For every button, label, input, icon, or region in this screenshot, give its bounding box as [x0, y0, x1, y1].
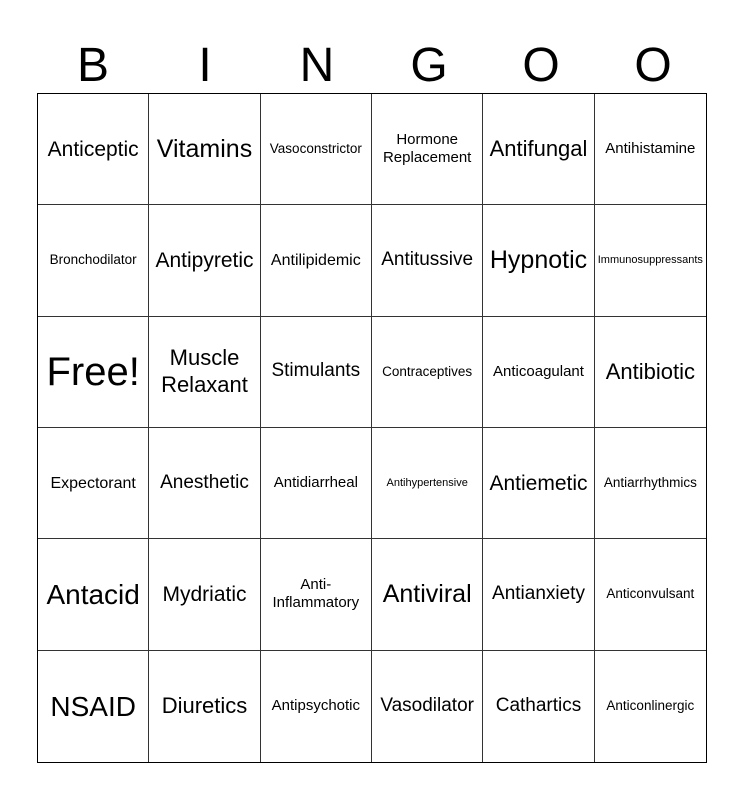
bingo-cell[interactable]: Antipsychotic	[261, 651, 372, 762]
bingo-cell[interactable]: Anti-Inflammatory	[261, 539, 372, 650]
bingo-cell[interactable]: Anticoagulant	[483, 317, 594, 428]
bingo-cell[interactable]: Bronchodilator	[38, 205, 149, 316]
bingo-cell[interactable]: Diuretics	[149, 651, 260, 762]
bingo-cell[interactable]: Cathartics	[483, 651, 594, 762]
bingo-cell[interactable]: Antiarrhythmics	[595, 428, 706, 539]
bingo-cell[interactable]: Vasoconstrictor	[261, 94, 372, 205]
free-space-cell[interactable]: Free!	[38, 317, 149, 428]
header-letter-n: N	[299, 39, 335, 92]
bingo-cell[interactable]: Antibiotic	[595, 317, 706, 428]
header-letter-o: O	[522, 39, 560, 92]
bingo-cell[interactable]: Anticonlinergic	[606, 698, 695, 714]
bingo-cell[interactable]: Antacid	[38, 539, 149, 650]
header-letter-o-2: O	[634, 39, 672, 92]
header-letter-g: G	[410, 39, 448, 92]
bingo-cell[interactable]: Immunosuppressants	[595, 205, 706, 316]
bingo-cell[interactable]: Mydriatic	[149, 539, 260, 650]
bingo-cell[interactable]: NSAID	[38, 651, 149, 762]
bingo-cell[interactable]: Antipyretic	[149, 205, 260, 316]
bingo-cell[interactable]: Antifungal	[483, 94, 594, 205]
bingo-cell[interactable]: Antilipidemic	[261, 205, 372, 316]
bingo-cell[interactable]: Antihistamine	[595, 94, 706, 205]
bingo-cell[interactable]: Antitussive	[372, 205, 483, 316]
bingo-cell[interactable]: Antidiarrheal	[261, 428, 372, 539]
bingo-cell[interactable]: Vitamins	[149, 94, 260, 205]
bingo-cell[interactable]: Anticeptic	[38, 94, 149, 205]
bingo-cell[interactable]: Stimulants	[261, 317, 372, 428]
bingo-cell[interactable]: Muscle Relaxant	[149, 317, 260, 428]
bingo-cell[interactable]: Antiviral	[372, 539, 483, 650]
bingo-cell[interactable]: Contraceptives	[372, 317, 483, 428]
bingo-cell[interactable]: Hypnotic	[483, 205, 594, 316]
bingo-header	[37, 38, 709, 94]
bingo-cell[interactable]: Hormone Replacement	[372, 94, 483, 205]
bingo-cell[interactable]: Antihypertensive	[372, 428, 483, 539]
bingo-cell[interactable]: Anticonvulsant	[595, 539, 706, 650]
bingo-cell[interactable]: Vasodilator	[372, 651, 483, 762]
bingo-cell[interactable]: Expectorant	[38, 428, 149, 539]
header-letter-i: I	[198, 39, 212, 92]
bingo-cell[interactable]: Antianxiety	[483, 539, 594, 650]
bingo-cell[interactable]: Antiemetic	[483, 428, 594, 539]
bingo-cell[interactable]: Anesthetic	[149, 428, 260, 539]
bingo-card-grid	[37, 93, 707, 763]
header-letter-b: B	[76, 39, 109, 92]
